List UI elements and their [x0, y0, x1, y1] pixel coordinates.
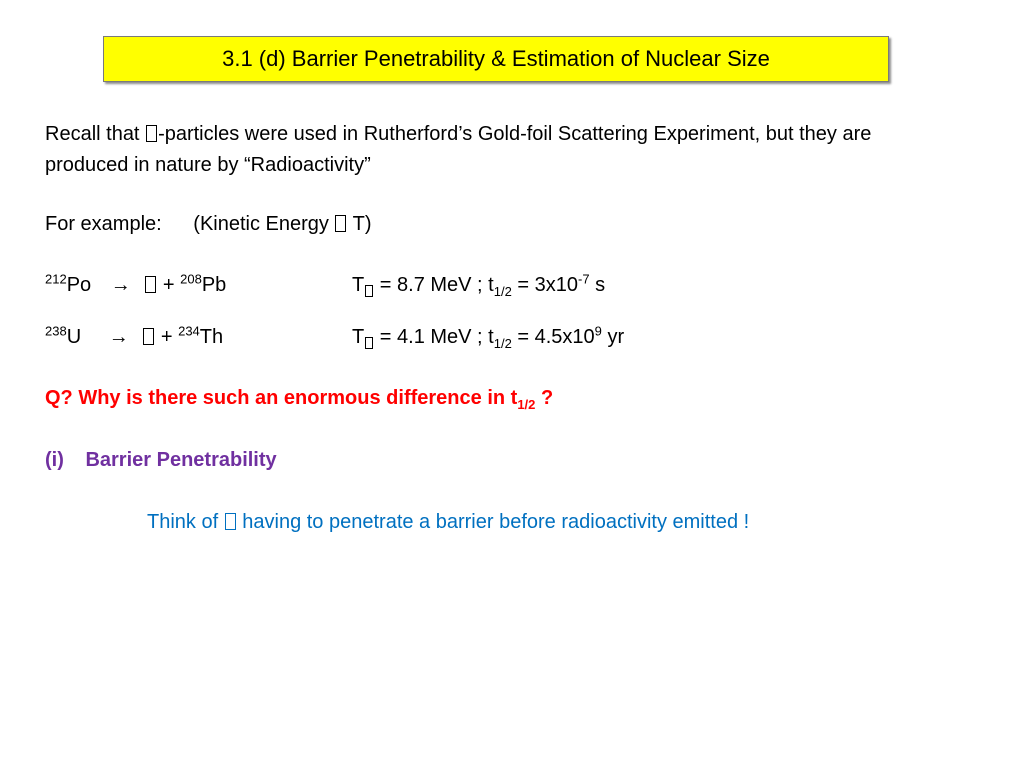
- alpha-symbol-icon: [365, 285, 373, 297]
- half-life-unit: yr: [601, 326, 625, 348]
- energy-text: = 4.1 MeV ; t: [374, 326, 494, 348]
- parent-mass: 212: [45, 271, 67, 287]
- energy-text: = 8.7 MeV ; t: [374, 274, 494, 296]
- half-life-sub: 1/2: [493, 336, 512, 351]
- half-life-value: = 3x10: [511, 274, 578, 296]
- half-life-sub: 1/2: [493, 284, 512, 299]
- question-prefix: Q? Why is there such an enormous difference in t: [45, 387, 518, 409]
- alpha-symbol-icon: [225, 513, 236, 530]
- parent-nucleus: Po: [66, 274, 92, 296]
- t-label: T: [352, 274, 365, 296]
- recall-text-2: -particles were used in Rutherford’s Gold-foil Scattering Experiment, but they are produced in nature by “Radioactivity”: [45, 123, 872, 176]
- plus-sign: +: [162, 274, 175, 296]
- question-suffix: ?: [535, 387, 554, 409]
- half-life-exp: -7: [577, 271, 590, 287]
- daughter-mass: 208: [180, 271, 202, 287]
- reaction-arrow-icon: →: [110, 274, 131, 296]
- reaction-row-2: [45, 325, 745, 349]
- plus-sign: +: [160, 326, 173, 348]
- alpha-symbol-icon: [365, 337, 373, 349]
- think-prefix: Think of: [147, 511, 224, 533]
- daughter-mass: 234: [178, 323, 200, 339]
- alpha-symbol-icon: [146, 125, 157, 142]
- kinetic-prefix: (Kinetic Energy: [193, 213, 335, 235]
- think-line: [147, 510, 749, 534]
- example-line: [45, 212, 372, 236]
- reaction-values: [352, 325, 624, 349]
- daughter-nucleus: Pb: [201, 274, 227, 296]
- alpha-symbol-icon: [143, 328, 154, 345]
- section-label: Barrier Penetrability: [85, 449, 277, 471]
- section-number: (i): [45, 449, 64, 471]
- question-sub: 1/2: [517, 397, 536, 412]
- parent-nucleus: U: [66, 326, 82, 348]
- half-life-value: = 4.5x10: [511, 326, 595, 348]
- half-life-unit: s: [589, 274, 606, 296]
- reaction-row-1: [45, 273, 745, 297]
- section-heading: [45, 448, 277, 472]
- arrow-symbol-icon: [335, 215, 346, 232]
- kinetic-suffix: T): [347, 213, 372, 235]
- recall-text-1: Recall that: [45, 123, 146, 145]
- title-box: [103, 36, 889, 82]
- t-label: T: [352, 326, 365, 348]
- reaction-values: [352, 273, 605, 297]
- think-suffix: having to penetrate a barrier before radioactivity emitted !: [236, 511, 750, 533]
- alpha-symbol-icon: [145, 276, 156, 293]
- daughter-nucleus: Th: [199, 326, 224, 348]
- parent-mass: 238: [45, 323, 67, 339]
- slide-title: 3.1 (d) Barrier Penetrability & Estimation of Nuclear Size: [222, 46, 770, 71]
- recall-paragraph: [45, 119, 955, 181]
- question-line: [45, 386, 553, 410]
- example-label: For example:: [45, 213, 162, 235]
- reaction-arrow-icon: →: [108, 326, 129, 348]
- half-life-exp: 9: [594, 323, 602, 339]
